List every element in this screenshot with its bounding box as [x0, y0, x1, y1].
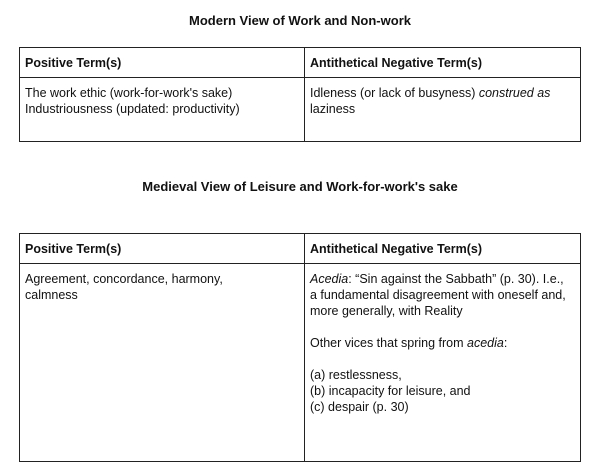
negative-term-emphasis: construed as	[478, 86, 551, 100]
positive-terms-header: Positive Term(s)	[20, 234, 305, 264]
table-row	[20, 78, 581, 142]
list-item: (b) incapacity for leisure, and	[310, 384, 471, 398]
negative-terms-header: Antithetical Negative Term(s)	[305, 234, 581, 264]
acedia-description: : “Sin against the Sabbath” (p. 30). I.e., a fundamental disagreement with oneself and, more generally, with Reality	[310, 272, 566, 318]
positive-terms-cell	[20, 78, 305, 142]
positive-term-line: The work ethic (work-for-work's sake)	[25, 86, 233, 100]
list-item: (c) despair (p. 30)	[310, 400, 409, 414]
medieval-view-title: Medieval View of Leisure and Work-for-work's sake	[142, 179, 458, 194]
positive-term-line: Industriousness (updated: productivity)	[25, 102, 240, 116]
vices-intro	[310, 335, 575, 351]
modern-view-title: Modern View of Work and Non-work	[189, 13, 411, 28]
table-row	[20, 264, 581, 462]
table-header-row	[20, 234, 581, 264]
vices-intro-term: acedia	[467, 336, 504, 350]
negative-term-text: Idleness (or lack of busyness)	[310, 86, 479, 100]
vices-intro-text: Other vices that spring from	[310, 336, 468, 350]
positive-terms-header: Positive Term(s)	[20, 48, 305, 78]
modern-view-table	[19, 47, 581, 142]
acedia-definition	[310, 271, 572, 319]
negative-terms-header: Antithetical Negative Term(s)	[305, 48, 581, 78]
positive-term-text: Agreement, concordance, harmony, calmness	[25, 272, 223, 302]
negative-terms-cell	[305, 78, 581, 142]
medieval-view-table	[19, 233, 581, 462]
paragraph-gap	[310, 319, 575, 335]
acedia-term: Acedia	[310, 272, 349, 286]
table-header-row	[20, 48, 581, 78]
paragraph-gap	[310, 351, 575, 367]
list-item: (a) restlessness,	[310, 368, 402, 382]
negative-term-text: laziness	[310, 102, 356, 116]
vices-intro-colon: :	[503, 336, 508, 350]
positive-terms-cell	[20, 264, 305, 462]
negative-terms-cell	[305, 264, 581, 462]
